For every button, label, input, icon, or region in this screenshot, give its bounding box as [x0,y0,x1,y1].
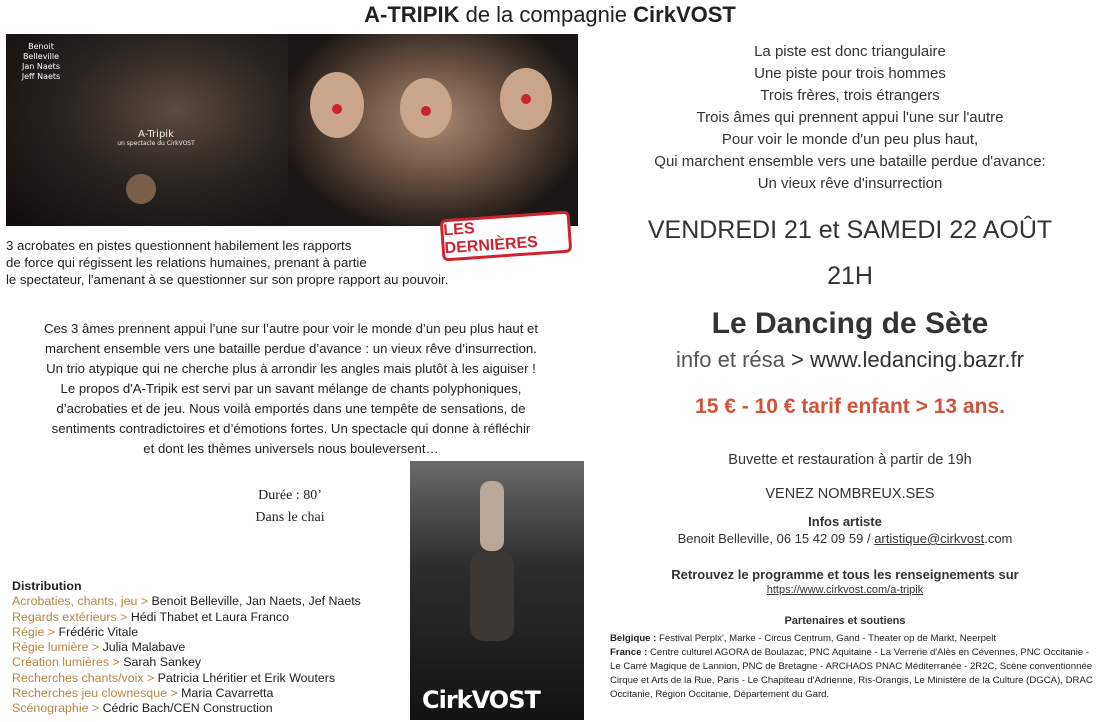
partners-belgique-label: Belgique : [610,633,657,644]
clown-nose-3 [521,94,531,104]
partners-heading: Partenaires et soutiens [784,615,906,627]
credit-role: Regards extérieurs > [12,609,131,624]
poem-line: Qui marchent ensemble vers une bataille perdue d'avance: [654,153,1046,170]
partners-belgique [610,632,1096,646]
acrobat-base-figure [470,551,514,641]
description-line: Le propos d'A-Tripik est servi par un savant mélange de chants polyphoniques, [60,381,522,396]
artist-contact [600,531,1090,546]
credit-names: Hédi Thabet et Laura Franco [130,609,290,624]
event-time: 21H [827,262,873,290]
intro-line: 3 acrobates en pistes questionnent habilement les rapports [6,238,352,253]
credit-row [12,640,412,655]
description-paragraph [6,319,576,459]
credit-names: Maria Cavarretta [181,686,274,701]
distribution-list [12,579,412,717]
buvette-text: Buvette et restauration à partir de 19h [728,452,972,468]
partners-list [610,632,1096,702]
poem-line: Trois frères, trois étrangers [760,87,940,104]
description-line: sentiments contradictoires et d’émotions fortes. Un spectacle qui donne à réfléchir [51,421,531,436]
poster-clowns-panel [288,34,578,226]
artist-email-link[interactable]: artistique@cirkvost [874,531,985,546]
distribution-heading: Distribution [12,579,82,593]
poster-show-subtitle: un spectacle du CirkVOST [117,140,195,147]
intro-paragraph [6,237,526,288]
clown-nose-2 [421,106,431,116]
booking-website-link[interactable]: www.ledancing.bazr.fr [809,347,1024,372]
credit-row [12,655,412,670]
location-text: Dans le chai [255,510,325,525]
price-text: 15 € - 10 € tarif enfant > 13 ans. [695,395,1005,418]
poster-cast-names [12,42,70,82]
credit-names: Benoit Belleville, Jan Naets, Jef Naets [151,594,361,609]
poem-line: Trois âmes qui prennent appui l'une sur l'autre [696,109,1004,126]
title-connector: de la compagnie [459,2,634,27]
booking-label: info et résa [676,347,785,372]
event-venue: Le Dancing de Sète [711,307,989,340]
description-line: Ces 3 âmes prennent appui l’une sur l’autre pour voir le monde d’un peu plus haut et [43,321,539,336]
credit-row [12,671,412,686]
artist-email-tail: .com [984,531,1013,546]
clown-nose-1 [332,104,342,114]
program-text: Retrouvez le programme et tous les renseignements sur [671,567,1019,582]
poem-text [600,41,1100,195]
poem-line: La piste est donc triangulaire [754,43,946,60]
partners-france-label: France : [610,647,648,658]
program-url-link[interactable]: https://www.cirkvost.com/a-tripik [766,584,924,596]
description-line: d’acrobaties et de jeu. Nous voilà emportés dans une tempête de sensations, de [56,401,526,416]
poster-cast-name: Jan Naets [22,62,60,71]
credit-row [12,625,412,640]
credit-role: Régie > [12,624,59,639]
poem-line: Pour voir le monde d'un peu plus haut, [721,131,979,148]
partners-belgique-text: Festival Perplx', Marke - Circus Centrum, Gand - Theater op de Markt, Neerpelt [656,633,997,644]
stamp-label: LES DERNIÈRES [440,211,573,262]
credit-row [12,594,412,609]
intro-line: de force qui régissent les relations humaines, prenant à partie [6,255,367,270]
acrobat-head [126,174,156,204]
credit-names: Patricia Lhéritier et Erik Wouters [157,670,336,685]
acrobat-photo [410,461,584,720]
credit-row [12,701,412,716]
title-show: A-TRIPIK [364,2,460,27]
artist-info-heading: Infos artiste [808,514,882,529]
poster-photo [6,34,578,226]
credit-role: Création lumières > [12,655,124,670]
credit-role: Scénographie > [12,701,103,716]
title-company: CirkVOST [633,2,736,27]
acrobat-figure [480,481,504,551]
poem-line: Une piste pour trois hommes [754,65,946,82]
artist-contact-text: Benoit Belleville, 06 15 42 09 59 / [677,531,875,546]
credit-role: Recherches jeu clownesque > [12,686,182,701]
booking-separator: > [784,347,810,372]
credit-row [12,610,412,625]
poster-show-title [96,129,216,147]
intro-line: le spectateur, l'amenant à se questionner sur son propre rapport au pouvoir. [6,272,449,287]
venez-text: VENEZ NOMBREUX.SES [765,486,935,502]
poster-cast-name: Jeff Naets [21,72,61,81]
poster-cast-name: Benoit Belleville [22,42,60,61]
page-title [0,2,1100,28]
description-line: marchent ensemble vers une bataille perdue d’avance : un vieux rêve d’insurrection. [45,341,537,356]
event-dates: VENDREDI 21 et SAMEDI 22 AOÛT [647,216,1053,244]
credit-role: Régie lumière > [12,640,103,655]
poem-line: Un vieux rêve d'insurrection [757,175,943,192]
duration-text: Durée : 80’ [258,488,322,503]
credit-row [12,686,412,701]
description-line: Un trio atypique qui ne cherche plus à arrondir les angles mais plutôt à les aiguiser ! [46,361,536,376]
partners-france-text: Centre culturel AGORA de Boulazac, PNC Aquitaine - La Verrerie d'Alès en Cévennes, PNC Occitanie - Le Carré Magique de Lannion, PNC de Bretagne - ARCHAOS PNAC Méditerranée - 2R2C, Scène conventionnée Cirque et Arts de la Rue, Paris - Le Chapiteau d'Adrienne, Ris-Orangis, Le Ministère de la Culture (DGCA), DRAC Occitanie, Région Occitanie, Département du Gard. [610,647,1093,700]
description-line: et dont les thèmes universels nous bouleversent… [143,441,439,456]
cirkvost-logo: CirkVOST [422,686,540,714]
credit-names: Julia Malabave [102,640,186,655]
show-details [200,485,380,529]
booking-info [600,347,1100,373]
credit-role: Recherches chants/voix > [12,670,158,685]
credit-role: Acrobaties, chants, jeu > [12,594,152,609]
credit-names: Frédéric Vitale [58,624,139,639]
credit-names: Sarah Sankey [123,655,202,670]
credit-names: Cédric Bach/CEN Construction [102,701,273,716]
partners-france [610,646,1096,702]
poster-show-name: A-Tripik [138,129,174,140]
